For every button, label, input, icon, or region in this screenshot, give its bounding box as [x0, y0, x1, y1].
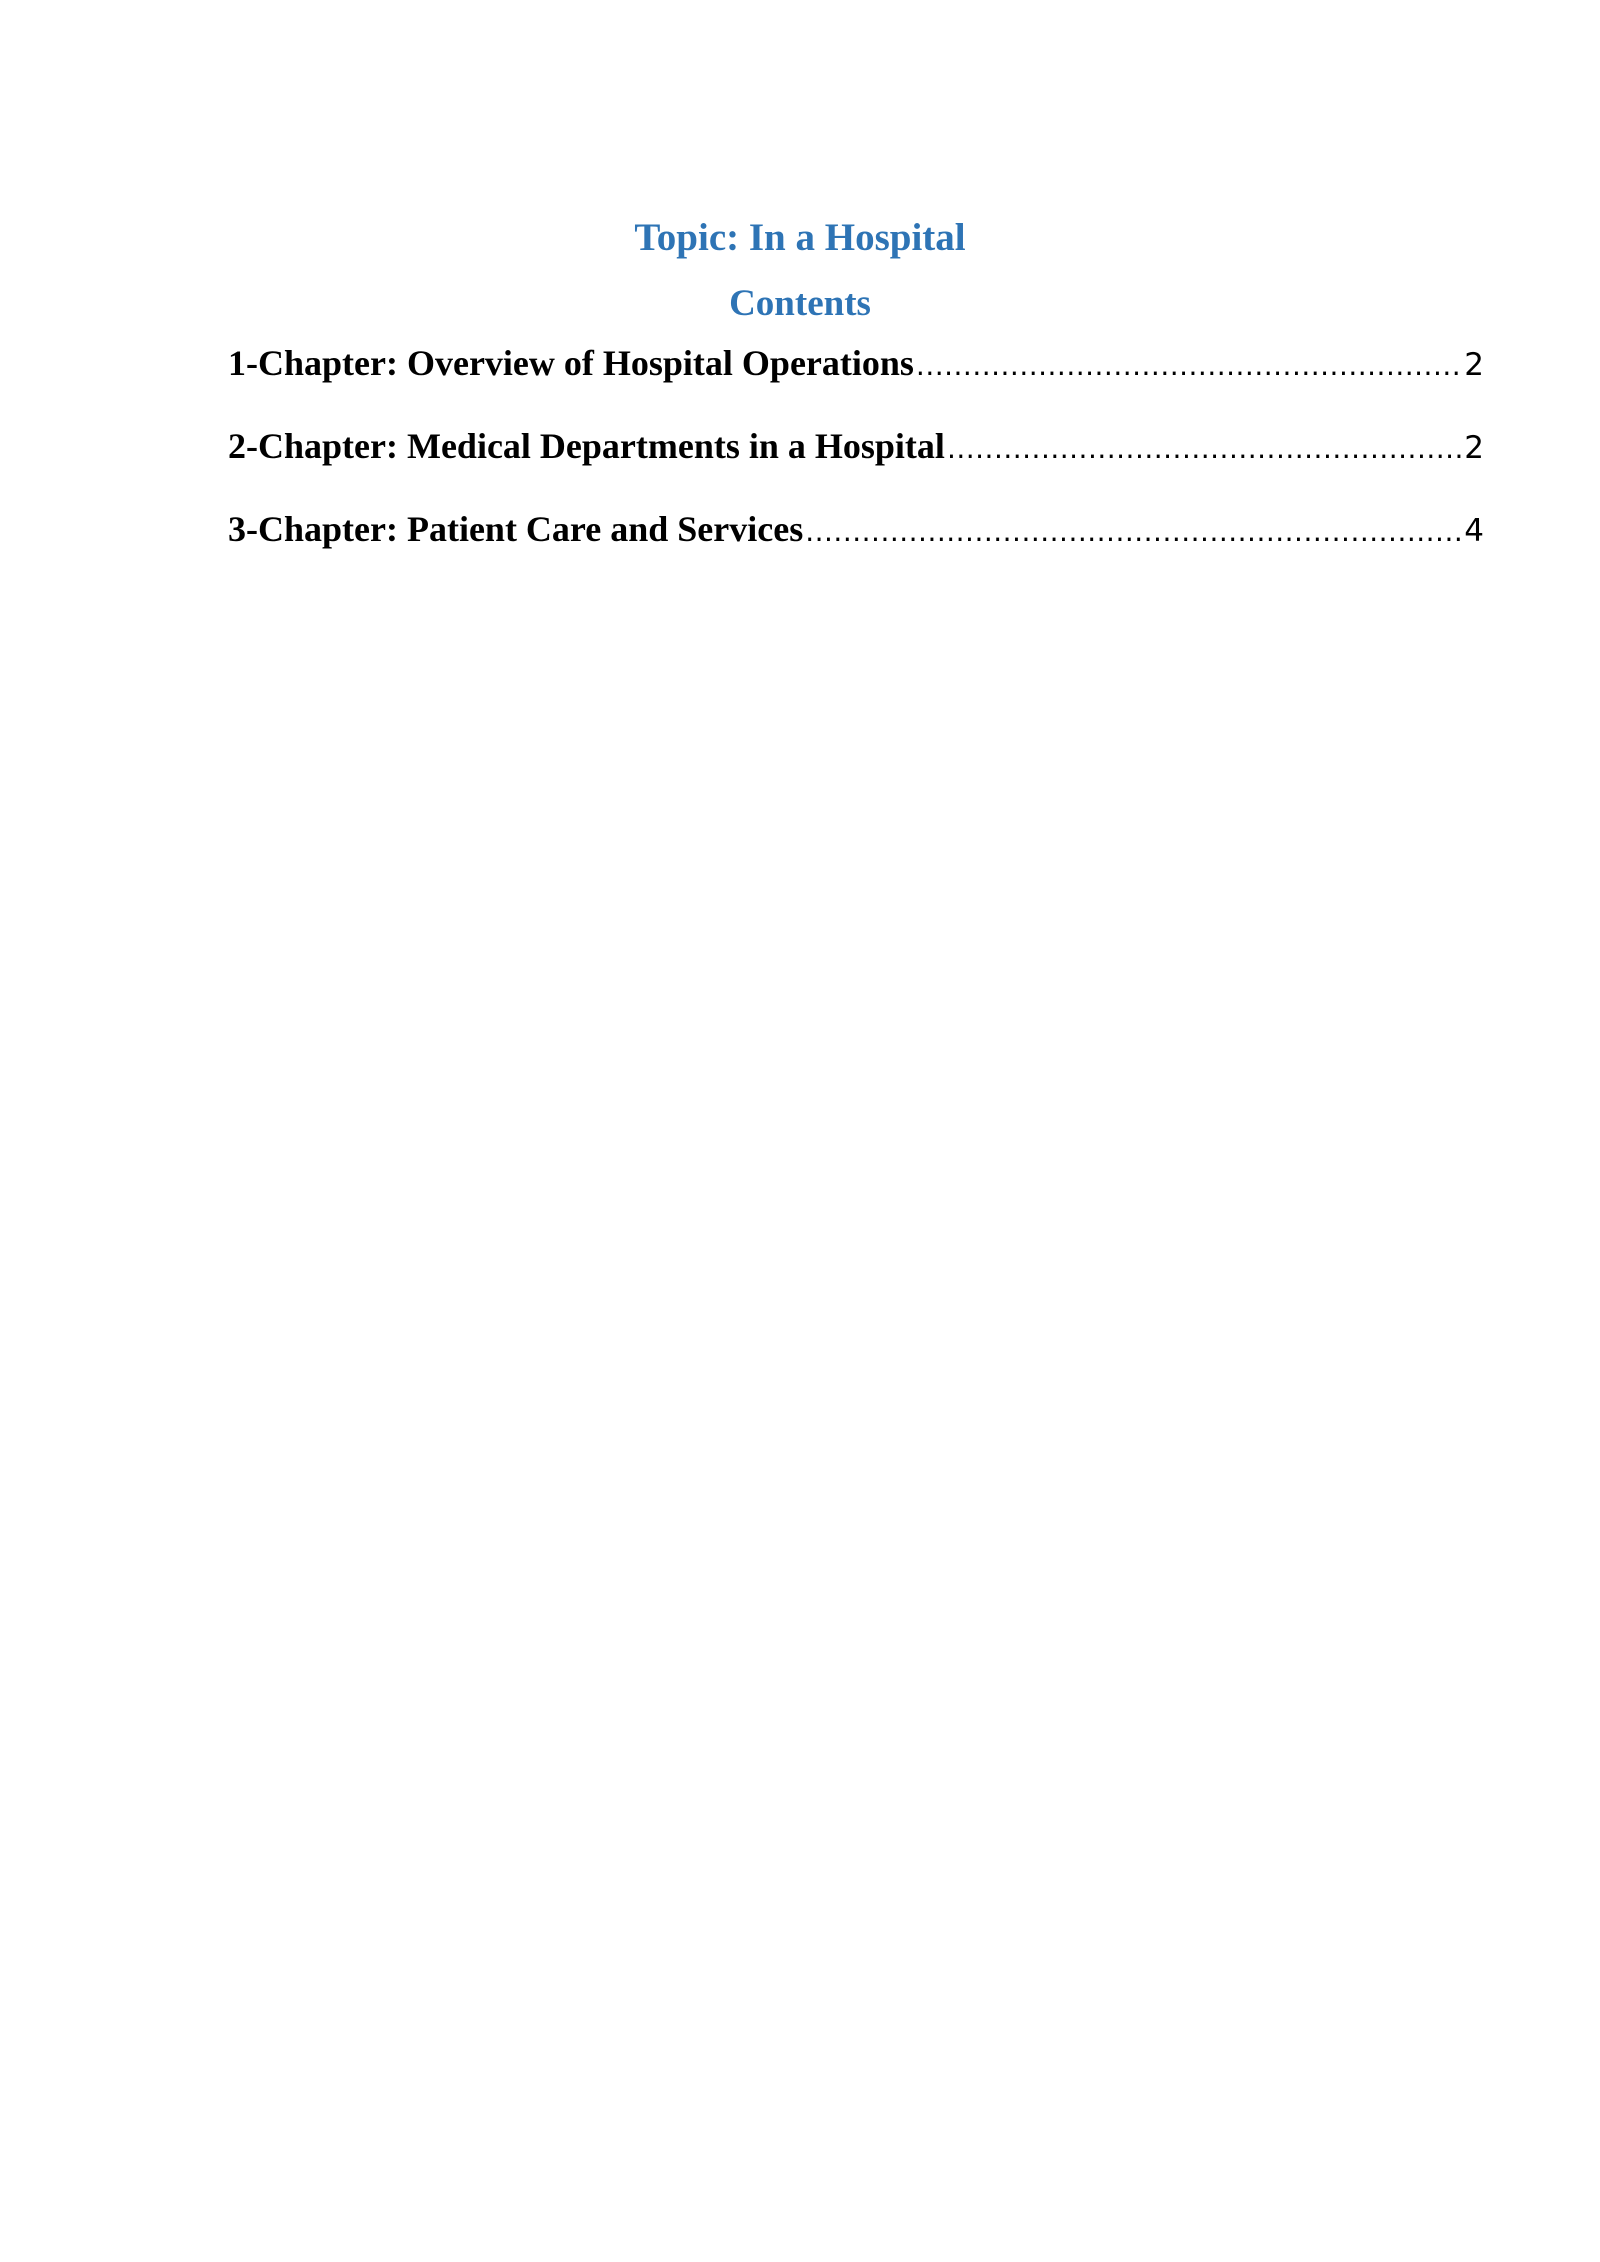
toc-entry-label[interactable]: 1-Chapter: Overview of Hospital Operations [228, 343, 914, 383]
document-title: Topic: In a Hospital [634, 216, 966, 259]
toc-heading: Contents [729, 283, 871, 324]
table-of-contents [228, 342, 1484, 591]
toc-entry-chapter-3[interactable] [228, 508, 1484, 591]
toc-entry-label[interactable]: 3-Chapter: Patient Care and Services [228, 509, 804, 549]
toc-page-number[interactable]: 2 [1464, 347, 1484, 383]
toc-page-number[interactable]: 2 [1464, 430, 1484, 466]
toc-dot-leader [947, 432, 1462, 465]
toc-dot-leader [916, 349, 1462, 382]
toc-entry-label[interactable]: 2-Chapter: Medical Departments in a Hospital [228, 426, 945, 466]
toc-entry-chapter-1[interactable] [228, 342, 1484, 425]
toc-entry-chapter-2[interactable] [228, 425, 1484, 508]
toc-dot-leader [805, 515, 1462, 548]
toc-page-number[interactable]: 4 [1464, 513, 1484, 549]
